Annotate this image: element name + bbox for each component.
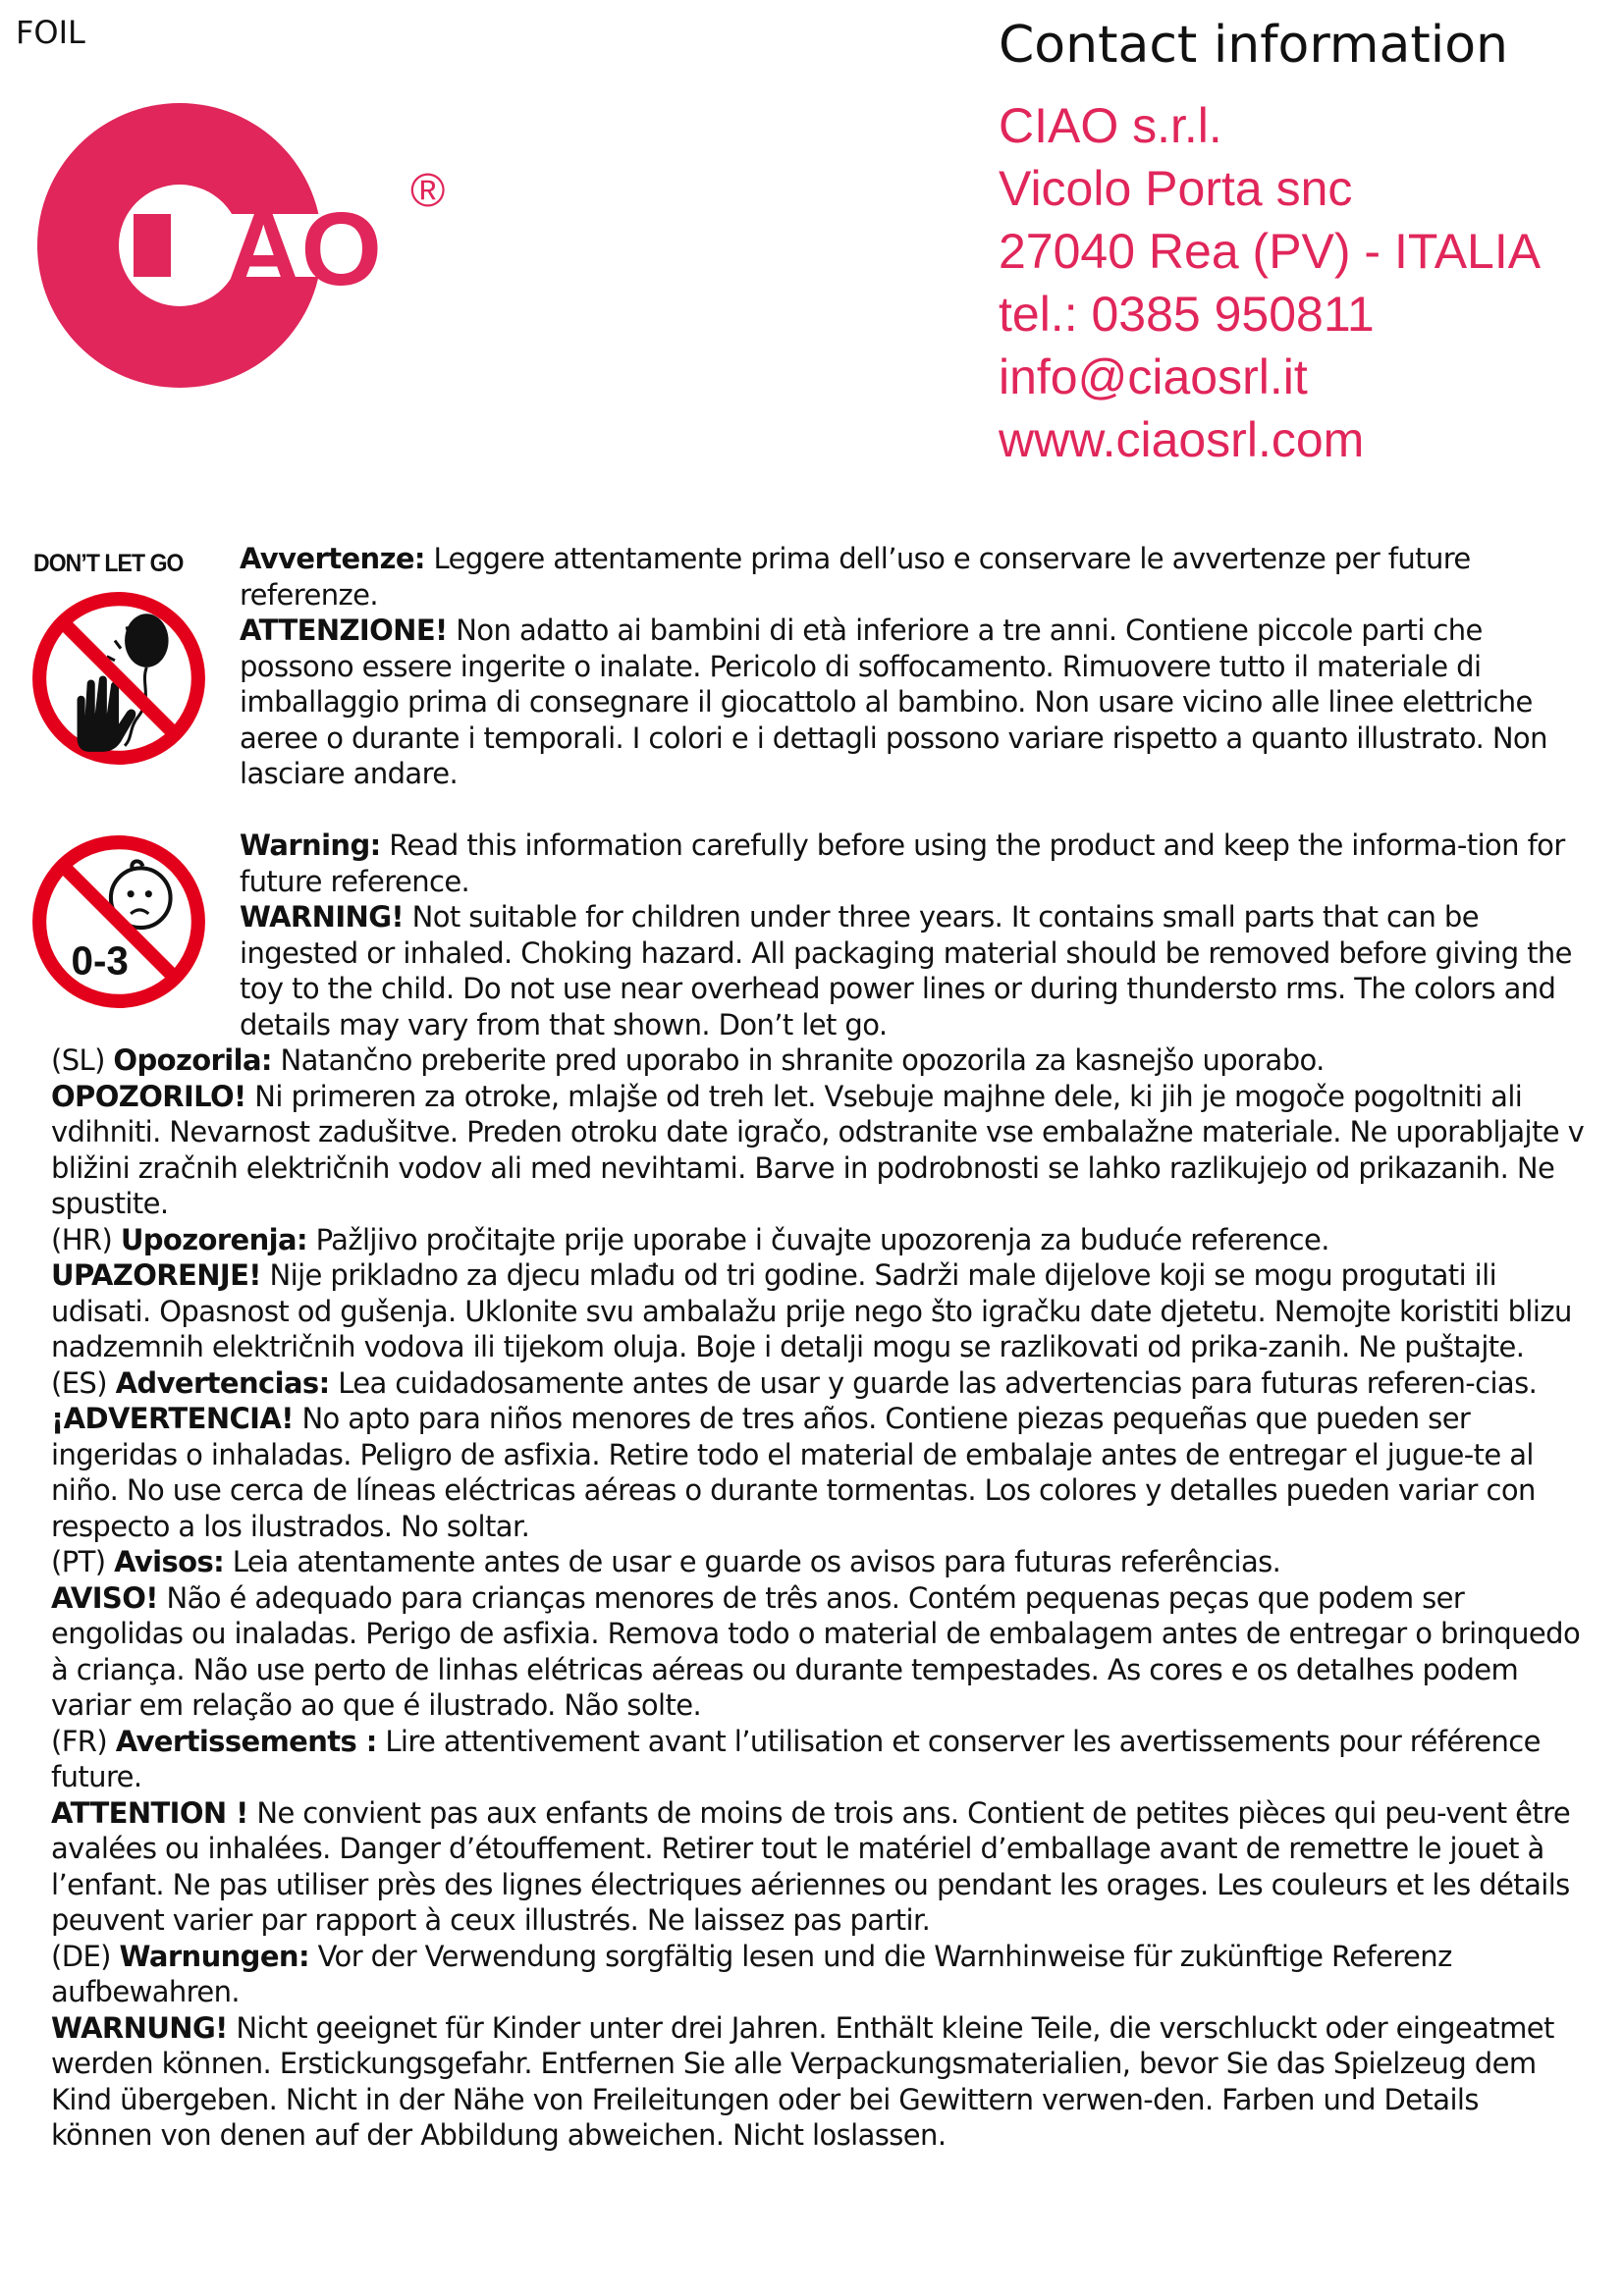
contact-title: Contact information	[999, 16, 1508, 75]
lang-prefix-pt: (PT)	[51, 1545, 115, 1578]
ciao-logo	[37, 98, 646, 393]
warning-intro-text-pt: Leia atentamente antes de usar e guarde os avisos para futuras referências.	[224, 1545, 1281, 1578]
contact-details	[999, 94, 1541, 471]
contact-email[interactable]: info@ciaosrl.it	[999, 349, 1308, 404]
warning-intro-es	[51, 1365, 1588, 1402]
warning-intro-text-it: Leggere attentamente prima dell’uso e conservare le avvertenze per future referenze.	[240, 542, 1471, 612]
warning-heading-it: Avvertenze:	[240, 542, 425, 575]
warning-body-sl	[51, 1079, 1588, 1222]
warning-body-text-en: Not suitable for children under three years. It contains small parts that can be ingested or inhaled. Choking hazard. All packaging material should be removed before giving the toy to the child. Do not use near overhead power lines or during thundersto rms. The colors and details may vary from that shown. Don’t let go.	[240, 900, 1572, 1041]
warning-intro-pt	[51, 1544, 1588, 1580]
contact-company: CIAO s.r.l.	[999, 98, 1222, 153]
warning-heading-pt: Avisos:	[114, 1545, 225, 1578]
warning-alert-sl: OPOZORILO!	[51, 1079, 246, 1113]
warning-alert-hr: UPAZORENJE!	[51, 1258, 261, 1292]
contact-phone: tel.: 0385 950811	[999, 287, 1375, 342]
warning-heading-sl: Opozorila:	[113, 1043, 272, 1077]
warning-intro-fr	[51, 1724, 1588, 1795]
warning-heading-hr: Upozorenja:	[120, 1222, 307, 1256]
warning-body-text-sl: Ni primeren za otroke, mlajše od treh let. Vsebuje majhne dele, ki jih je mogoče pogoltniti ali vdihniti. Nevarnost zadušitve. Preden otroku date igračo, odstranite vse embalažne materiale. Ne uporabljajte v bližini zračnih električnih vodov ali med nevihtami. Barve in podrobnosti se lahko razlikujejo od prikazanih. Ne spustite.	[51, 1079, 1585, 1220]
warning-intro-text-de: Vor der Verwendung sorgfältig lesen und die Warnhinweise für zukünftige Referenz aufbewahren.	[51, 1939, 1452, 2008]
warning-body-text-es: No apto para niños menores de tres años. Contiene piezas pequeñas que pueden ser ingeridas o inhaladas. Peligro de asfixia. Retire todo el material de embalaje antes de entregar el jugue-te al niño. No use cerca de líneas eléctricas aéreas o durante tormentas. Los colores y detalles pueden variar con respecto a los ilustrados. No soltar.	[51, 1402, 1536, 1543]
warning-alert-de: WARNUNG!	[51, 2010, 228, 2045]
warning-block-it	[240, 541, 1585, 792]
logo-i-shape	[134, 214, 171, 277]
logo-letters: AO	[226, 191, 382, 307]
warning-body-text-de: Nicht geeignet für Kinder unter drei Jahren. Enthält kleine Teile, die verschluckt oder eingeatmet werden können. Erstickungsgefahr. Entfernen Sie alle Verpackungsmaterialien, bevor Sie das Spielzeug dem Kind übergeben. Nicht in der Nähe von Freileitungen oder bei Gewittern verwen-den. Farben und Details können von denen auf der Abbildung abweichen. Nicht loslassen.	[51, 2010, 1554, 2152]
warning-alert-en: WARNING!	[240, 900, 405, 934]
warning-intro-text-en: Read this information carefully before using the product and keep the informa-tion for future reference.	[240, 828, 1565, 898]
no-balloon-release-icon	[29, 589, 208, 768]
warning-body-de	[51, 2010, 1588, 2154]
lang-prefix-sl: (SL)	[51, 1043, 114, 1077]
not-for-under-3-icon	[29, 832, 208, 1011]
lang-prefix-de: (DE)	[51, 1939, 120, 1973]
warning-alert-it: ATTENZIONE!	[240, 614, 448, 647]
warning-block-multilang	[51, 1042, 1588, 2154]
warning-intro-hr	[51, 1222, 1588, 1258]
contact-street: Vicolo Porta snc	[999, 161, 1353, 216]
lang-prefix-fr: (FR)	[51, 1724, 116, 1758]
warning-intro-text-sl: Natančno preberite pred uporabo in shranite opozorila za kasnejšo uporabo.	[271, 1043, 1325, 1077]
warning-intro-de	[51, 1939, 1588, 2010]
warning-body-text-hr: Nije prikladno za djecu mlađu od tri godine. Sadrži male dijelove koji se mogu progutati ili udisati. Opasnost od gušenja. Uklonite svu ambalažu prije nego što igračku date djetetu. Nemojte koristiti blizu nadzemnih električnih vodova ili tijekom oluja. Boje i detalji mogu se razlikovati od prika-zanih. Ne puštajte.	[51, 1258, 1572, 1363]
warning-intro-it	[240, 541, 1585, 613]
age-label: 0-3	[71, 937, 129, 984]
warning-body-pt	[51, 1580, 1588, 1724]
warning-block-en	[240, 828, 1585, 1042]
warning-intro-sl	[51, 1042, 1588, 1079]
logo-registered: ®	[410, 165, 446, 217]
warning-body-hr	[51, 1257, 1588, 1365]
dont-let-go-label: DON’T LET GO	[33, 550, 184, 577]
warning-body-it	[240, 613, 1585, 792]
warning-intro-text-es: Lea cuidadosamente antes de usar y guarde las advertencias para futuras referen-cias.	[329, 1365, 1538, 1400]
warning-body-es	[51, 1401, 1588, 1544]
lang-prefix-es: (ES)	[51, 1365, 116, 1400]
lang-prefix-hr: (HR)	[51, 1222, 121, 1256]
warning-intro-text-fr: Lire attentivement avant l’utilisation et conserver les avertissements pour référence future.	[51, 1724, 1541, 1793]
warning-intro-text-hr: Pažljivo pročitajte prije uporabe i čuvajte upozorenja za buduće reference.	[306, 1222, 1329, 1256]
warning-intro-en	[240, 828, 1585, 899]
contact-website[interactable]: www.ciaosrl.com	[999, 412, 1365, 467]
warning-body-text-pt: Não é adequado para crianças menores de três anos. Contém pequenas peças que podem ser engolidas ou inaladas. Perigo de asfixia. Remova todo o material de embalagem antes de entregar o brinquedo à criança. Não use perto de linhas elétricas aéreas ou durante tempestades. As cores e os detalhes podem variar em relação ao que é ilustrado. Não solte.	[51, 1580, 1581, 1722]
warning-body-text-it: Non adatto ai bambini di età inferiore a tre anni. Contiene piccole parti che possono essere ingerite o inalate. Pericolo di soffocamento. Rimuovere tutto il materiale di imballaggio prima di consegnare il giocattolo al bambino. Non usare vicino alle linee elettriche aeree o durante i temporali. I colori e i dettagli possono variare rispetto a quanto illustrato. Non lasciare andare.	[240, 614, 1547, 790]
warning-heading-de: Warnungen:	[119, 1939, 309, 1973]
contact-city: 27040 Rea (PV) - ITALIA	[999, 224, 1542, 279]
warning-body-en	[240, 899, 1585, 1042]
warning-alert-pt: AVISO!	[51, 1580, 158, 1615]
warning-body-fr	[51, 1795, 1588, 1939]
warning-alert-es: ¡ADVERTENCIA!	[51, 1402, 294, 1435]
warning-heading-en: Warning:	[240, 828, 381, 862]
warning-heading-fr: Avertissements :	[115, 1724, 377, 1758]
warning-body-text-fr: Ne convient pas aux enfants de moins de trois ans. Contient de petites pièces qui peu-vent être avalées ou inhalées. Danger d’étouffement. Retirer tout le matériel d’emballage avant de remettre le jouet à l’enfant. Ne pas utiliser près des lignes électriques aériennes ou pendant les orages. Les couleurs et les détails peuvent varier par rapport à ceux illustrés. Ne laissez pas partir.	[51, 1795, 1571, 1937]
foil-label: FOIL	[16, 14, 85, 51]
warning-heading-es: Advertencias:	[115, 1365, 330, 1400]
warning-alert-fr: ATTENTION !	[51, 1795, 248, 1830]
